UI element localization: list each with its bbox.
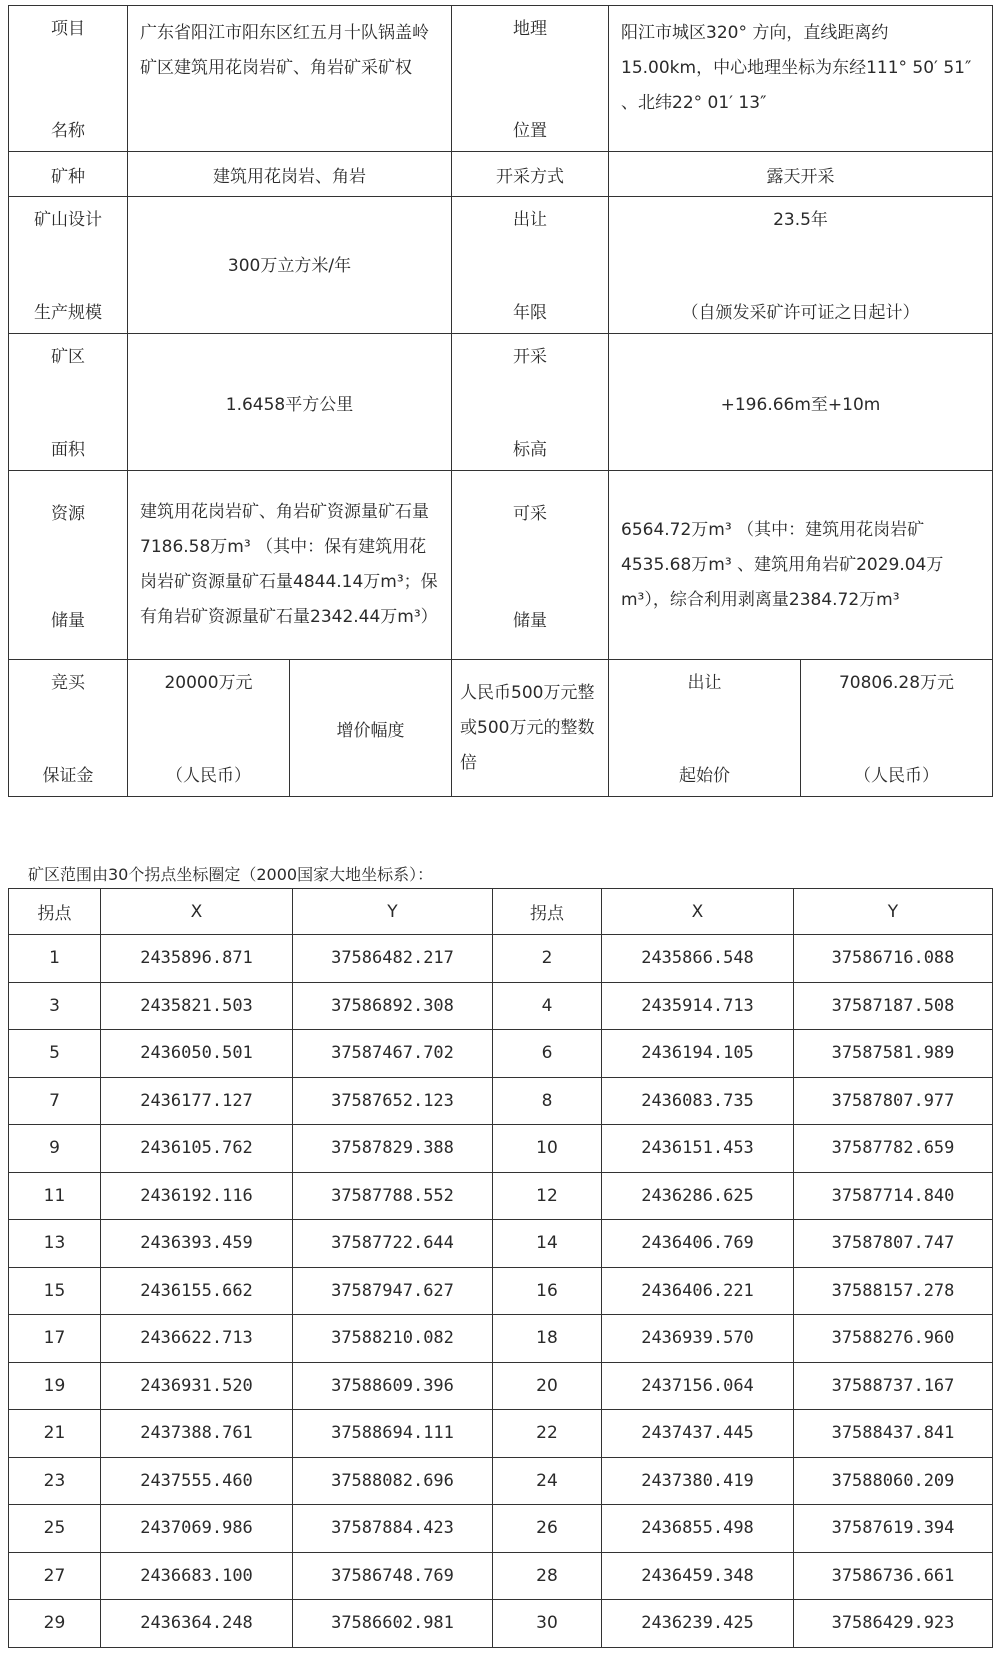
point-number: 3	[9, 982, 101, 1030]
point-number: 4	[493, 982, 602, 1030]
location-value: 阳江市城区320° 方向，直线距离约15.00km，中心地理坐标为东经111° 50′ 51″ 、北纬22° 01′ 13″	[609, 6, 993, 152]
y-coordinate: 37587619.394	[794, 1505, 993, 1553]
x-coordinate: 2436239.425	[602, 1600, 794, 1648]
mining-method-label: 开采方式	[452, 152, 609, 197]
term-value: 23.5年 （自颁发采矿许可证之日起计）	[609, 197, 993, 334]
point-number: 23	[9, 1457, 101, 1505]
point-number: 6	[493, 1030, 602, 1078]
elevation-label: 开采 标高	[452, 334, 609, 471]
point-number: 15	[9, 1267, 101, 1315]
table-row	[9, 1220, 993, 1268]
point-number: 20	[493, 1362, 602, 1410]
point-number: 5	[9, 1030, 101, 1078]
start-price-value: 70806.28万元 （人民币）	[801, 660, 993, 797]
point-number: 26	[493, 1505, 602, 1553]
x-coordinate: 2436939.570	[602, 1315, 794, 1363]
y-coordinate: 37587714.840	[794, 1172, 993, 1220]
point-number: 12	[493, 1172, 602, 1220]
table-row	[9, 1315, 993, 1363]
table-row	[9, 1457, 993, 1505]
mineral-value: 建筑用花岗岩、角岩	[128, 152, 452, 197]
y-coordinate: 37586736.661	[794, 1552, 993, 1600]
project-name-label: 项目 名称	[9, 6, 128, 152]
mining-rights-info-table	[8, 5, 993, 797]
x-coordinate: 2437069.986	[101, 1505, 293, 1553]
point-number: 27	[9, 1552, 101, 1600]
table-row	[9, 1552, 993, 1600]
coords-header-row	[9, 889, 993, 935]
y-coordinate: 37588082.696	[293, 1457, 493, 1505]
y-coordinate: 37587722.644	[293, 1220, 493, 1268]
point-number: 18	[493, 1315, 602, 1363]
point-number: 14	[493, 1220, 602, 1268]
y-coordinate: 37588609.396	[293, 1362, 493, 1410]
point-number: 16	[493, 1267, 602, 1315]
table-row	[9, 1172, 993, 1220]
x-coordinate: 2437437.445	[602, 1410, 794, 1458]
header-point: 拐点	[9, 889, 101, 935]
point-number: 1	[9, 935, 101, 983]
start-price-label: 出让 起始价	[609, 660, 801, 797]
x-coordinate: 2436459.348	[602, 1552, 794, 1600]
term-label: 出让 年限	[452, 197, 609, 334]
table-row	[9, 1077, 993, 1125]
y-coordinate: 37587187.508	[794, 982, 993, 1030]
x-coordinate: 2437380.419	[602, 1457, 794, 1505]
header-x: X	[101, 889, 293, 935]
deposit-value: 20000万元 （人民币）	[128, 660, 290, 797]
increment-label: 增价幅度	[290, 660, 452, 797]
point-number: 29	[9, 1600, 101, 1648]
deposit-label: 竞买 保证金	[9, 660, 128, 797]
location-label: 地理 位置	[452, 6, 609, 152]
design-scale-value: 300万立方米/年	[128, 197, 452, 334]
y-coordinate: 37588694.111	[293, 1410, 493, 1458]
point-number: 17	[9, 1315, 101, 1363]
minable-reserve-value: 6564.72万m³ （其中：建筑用花岗岩矿4535.68万m³ 、建筑用角岩矿2029.04万m³），综合利用剥离量2384.72万m³	[609, 471, 993, 660]
area-label: 矿区 面积	[9, 334, 128, 471]
point-number: 7	[9, 1077, 101, 1125]
point-number: 10	[493, 1125, 602, 1173]
y-coordinate: 37588060.209	[794, 1457, 993, 1505]
x-coordinate: 2436177.127	[101, 1077, 293, 1125]
y-coordinate: 37588157.278	[794, 1267, 993, 1315]
x-coordinate: 2436083.735	[602, 1077, 794, 1125]
y-coordinate: 37587829.388	[293, 1125, 493, 1173]
x-coordinate: 2436364.248	[101, 1600, 293, 1648]
point-number: 19	[9, 1362, 101, 1410]
y-coordinate: 37587467.702	[293, 1030, 493, 1078]
y-coordinate: 37588276.960	[794, 1315, 993, 1363]
header-y: Y	[794, 889, 993, 935]
mineral-label: 矿种	[9, 152, 128, 197]
project-name-value: 广东省阳江市阳东区红五月十队锅盖岭矿区建筑用花岗岩矿、角岩矿采矿权	[128, 6, 452, 152]
y-coordinate: 37586892.308	[293, 982, 493, 1030]
table-row	[9, 935, 993, 983]
point-number: 21	[9, 1410, 101, 1458]
increment-value: 人民币500万元整或500万元的整数倍	[452, 660, 609, 797]
y-coordinate: 37587788.552	[293, 1172, 493, 1220]
x-coordinate: 2436406.221	[602, 1267, 794, 1315]
header-point: 拐点	[493, 889, 602, 935]
x-coordinate: 2436931.520	[101, 1362, 293, 1410]
y-coordinate: 37588210.082	[293, 1315, 493, 1363]
point-number: 24	[493, 1457, 602, 1505]
area-value: 1.6458平方公里	[128, 334, 452, 471]
point-number: 22	[493, 1410, 602, 1458]
y-coordinate: 37587947.627	[293, 1267, 493, 1315]
mining-method-value: 露天开采	[609, 152, 993, 197]
x-coordinate: 2436406.769	[602, 1220, 794, 1268]
x-coordinate: 2436155.662	[101, 1267, 293, 1315]
x-coordinate: 2436151.453	[602, 1125, 794, 1173]
x-coordinate: 2436393.459	[101, 1220, 293, 1268]
y-coordinate: 37587581.989	[794, 1030, 993, 1078]
table-row	[9, 1362, 993, 1410]
point-number: 11	[9, 1172, 101, 1220]
point-number: 30	[493, 1600, 602, 1648]
point-number: 25	[9, 1505, 101, 1553]
x-coordinate: 2437156.064	[602, 1362, 794, 1410]
header-x: X	[602, 889, 794, 935]
x-coordinate: 2435896.871	[101, 935, 293, 983]
design-scale-label: 矿山设计 生产规模	[9, 197, 128, 334]
y-coordinate: 37586748.769	[293, 1552, 493, 1600]
table-row	[9, 1267, 993, 1315]
x-coordinate: 2435821.503	[101, 982, 293, 1030]
y-coordinate: 37586602.981	[293, 1600, 493, 1648]
x-coordinate: 2436683.100	[101, 1552, 293, 1600]
x-coordinate: 2436192.116	[101, 1172, 293, 1220]
table-row	[9, 1600, 993, 1648]
y-coordinate: 37587884.423	[293, 1505, 493, 1553]
point-number: 2	[493, 935, 602, 983]
y-coordinate: 37587782.659	[794, 1125, 993, 1173]
minable-reserve-label: 可采 储量	[452, 471, 609, 660]
table-row	[9, 1030, 993, 1078]
x-coordinate: 2437388.761	[101, 1410, 293, 1458]
x-coordinate: 2435914.713	[602, 982, 794, 1030]
table-row	[9, 982, 993, 1030]
y-coordinate: 37586716.088	[794, 935, 993, 983]
x-coordinate: 2436622.713	[101, 1315, 293, 1363]
point-number: 28	[493, 1552, 602, 1600]
elevation-value: +196.66m至+10m	[609, 334, 993, 471]
x-coordinate: 2437555.460	[101, 1457, 293, 1505]
header-y: Y	[293, 889, 493, 935]
x-coordinate: 2436286.625	[602, 1172, 794, 1220]
y-coordinate: 37588737.167	[794, 1362, 993, 1410]
y-coordinate: 37586482.217	[293, 935, 493, 983]
x-coordinate: 2436050.501	[101, 1030, 293, 1078]
x-coordinate: 2435866.548	[602, 935, 794, 983]
y-coordinate: 37587807.747	[794, 1220, 993, 1268]
point-number: 9	[9, 1125, 101, 1173]
y-coordinate: 37588437.841	[794, 1410, 993, 1458]
table-row	[9, 1410, 993, 1458]
point-number: 8	[493, 1077, 602, 1125]
x-coordinate: 2436105.762	[101, 1125, 293, 1173]
reserve-label: 资源 储量	[9, 471, 128, 660]
reserve-value: 建筑用花岗岩矿、角岩矿资源量矿石量7186.58万m³ （其中：保有建筑用花岗岩矿资源量矿石量4844.14万m³；保有角岩矿资源量矿石量2342.44万m³）	[128, 471, 452, 660]
y-coordinate: 37586429.923	[794, 1600, 993, 1648]
coords-caption: 矿区范围由30个拐点坐标圈定（2000国家大地坐标系）：	[28, 865, 434, 884]
coordinates-table	[8, 888, 993, 1648]
table-row	[9, 1125, 993, 1173]
x-coordinate: 2436194.105	[602, 1030, 794, 1078]
x-coordinate: 2436855.498	[602, 1505, 794, 1553]
table-row	[9, 1505, 993, 1553]
y-coordinate: 37587652.123	[293, 1077, 493, 1125]
y-coordinate: 37587807.977	[794, 1077, 993, 1125]
point-number: 13	[9, 1220, 101, 1268]
